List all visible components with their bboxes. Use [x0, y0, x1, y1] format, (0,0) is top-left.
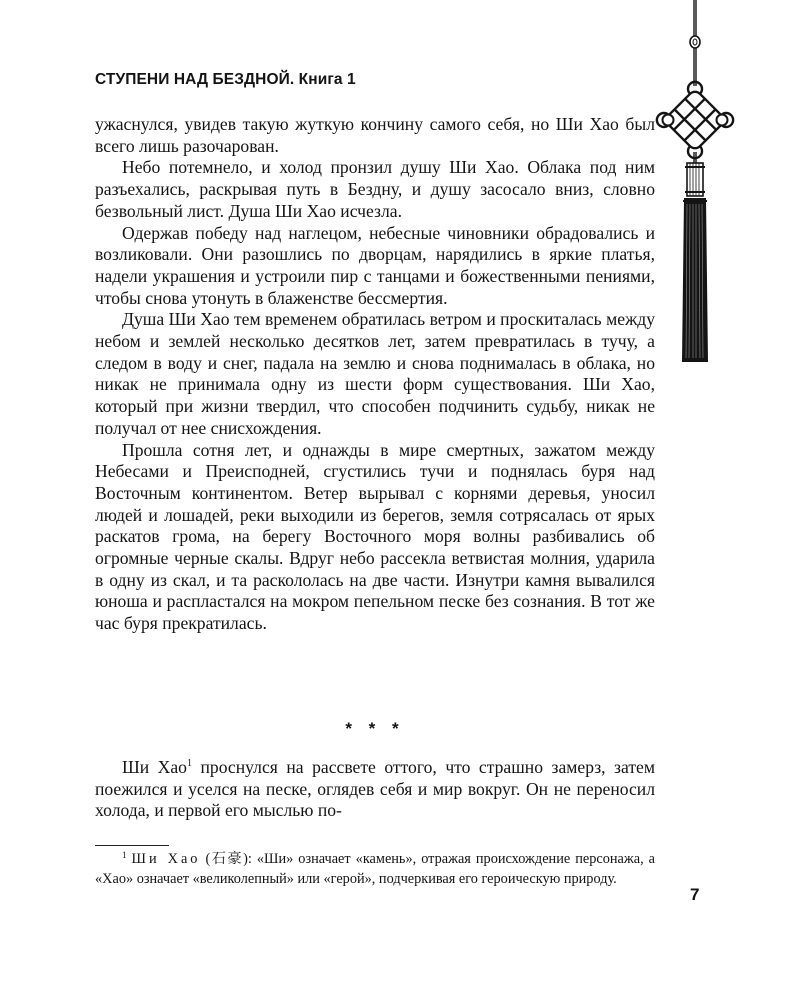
character-name: Ши Хао	[122, 757, 187, 777]
footnote-divider	[95, 845, 169, 846]
paragraph: Прошла сотня лет, и однажды в мире смертных, зажатом между Небесами и Преисподней, сгустились тучи и поднялась буря над Восточным континентом. Ветер вырывал с корнями деревья, уносил людей и лошадей, реки выходили из берегов, земля сотрясалась от ярых раскатов грома, на берегу Восточного моря волны разбивались об огромные черные скалы. Вдруг небо рассекла ветвистая молния, ударила в одну из скал, и та раскололась на две части. Изнутри камня вывалился юноша и распластался на мокром пепельном песке без сознания. В тот же час буря прекратилась.	[95, 439, 655, 634]
footnote-number: 1	[122, 850, 127, 860]
footnote	[95, 850, 655, 889]
footnote-text	[95, 850, 655, 889]
paragraph: Небо потемнело, и холод пронзил душу Ши Хао. Облака под ним разъехались, раскрывая путь в Бездну, и душу засосало вниз, словно безвольный лист. Душа Ши Хао исчезла.	[95, 157, 655, 221]
paragraph: ужаснулся, увидев такую жуткую кончину самого себя, но Ши Хао был всего лишь разочарован.	[95, 114, 655, 156]
paragraph: Одержав победу над наглецом, небесные чиновники обрадовались и возликовали. Они разошлись по дворцам, нарядились в яркие платья, надели украшения и устроили пир с танцами и божественными пениями, чтобы снова утонуть в блаженстве бессмертия.	[95, 222, 655, 308]
footnote-body: : «Ши» означает «камень», отражая происхождение персонажа, а «Хао» означает «великолепный» или «герой», подчеркивая его героическую природу.	[95, 851, 656, 887]
page-number: 7	[690, 885, 700, 904]
paragraph	[95, 757, 655, 822]
paragraph: Душа Ши Хао тем временем обратилась ветром и проскиталась между небом и землей несколько десятков лет, затем превратилась в тучу, а следом в воду и снег, падала на землю и снова поднималась в облака, но никак не принимала одну из шести форм существования. Ши Хао, который при жизни твердил, что способен подчинить судьбу, никак не получал от нее снисхождения.	[95, 309, 655, 438]
main-text	[95, 114, 655, 635]
chinese-knot-tassel-icon	[655, 0, 735, 370]
footnote-reference[interactable]: 1	[186, 758, 192, 769]
footnote-term: Ши Хао	[131, 851, 201, 867]
continuation-text	[95, 757, 655, 822]
running-head: СТУПЕНИ НАД БЕЗДНОЙ. Книга 1	[95, 71, 356, 88]
scene-break: * * *	[345, 719, 405, 738]
paragraph-text: проснулся на рассвете оттого, что страшно замерз, затем поежился и уселся на песке, оглядев себя и мир вокруг. Он не переносил холода, и первой его мыслью по-	[95, 757, 655, 821]
footnote-hieroglyphs: (石豪)	[200, 851, 248, 867]
